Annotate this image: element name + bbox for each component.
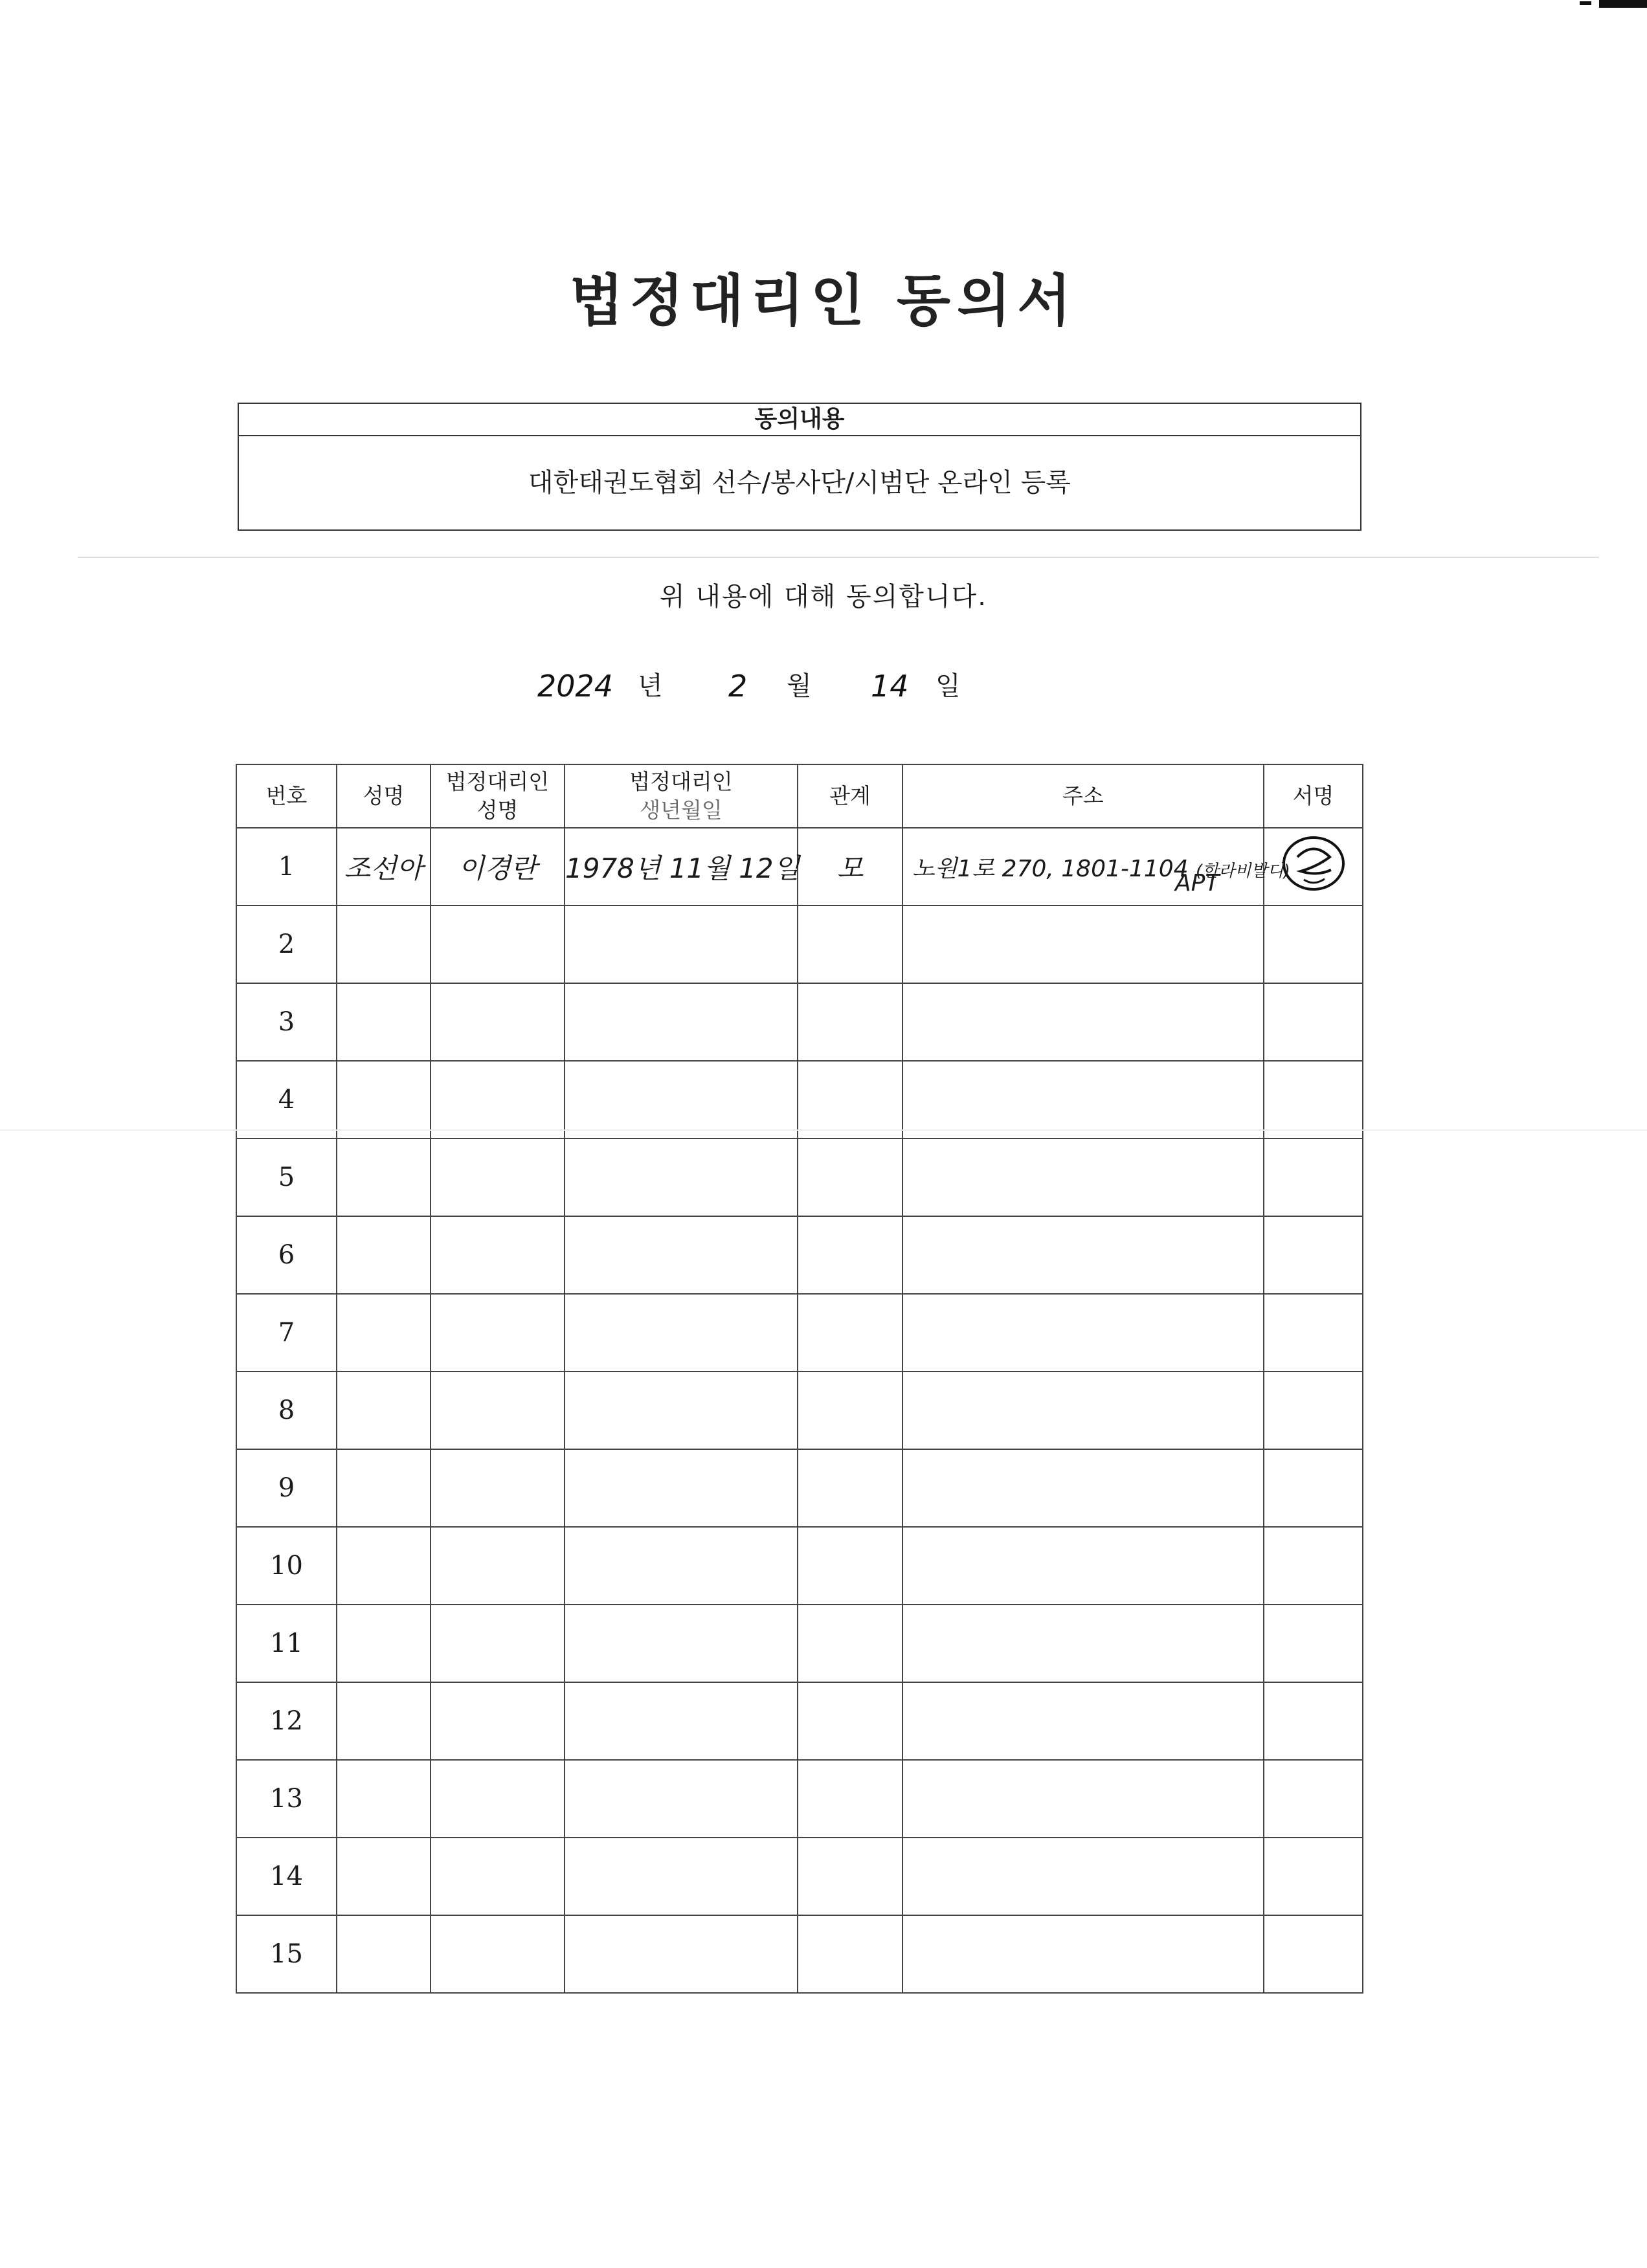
scan-corner-mark bbox=[1599, 0, 1647, 8]
table-row bbox=[236, 1760, 1363, 1838]
header-guardian-name-line1: 법정대리인 bbox=[445, 769, 550, 794]
header-guardian-name bbox=[431, 764, 565, 828]
row-no: 4 bbox=[236, 1061, 337, 1139]
table-row bbox=[236, 828, 1363, 906]
scan-faint-line bbox=[0, 1129, 1647, 1131]
header-relation: 관계 bbox=[798, 764, 902, 828]
date-line bbox=[0, 660, 1647, 712]
table-row bbox=[236, 1061, 1363, 1139]
header-no: 번호 bbox=[236, 764, 337, 828]
consent-header: 동의내용 bbox=[239, 404, 1360, 436]
date-month-unit: 월 bbox=[787, 671, 812, 701]
row-no: 7 bbox=[236, 1294, 337, 1372]
date-year-unit: 년 bbox=[638, 671, 663, 701]
guardian-table bbox=[236, 764, 1363, 1994]
table-row bbox=[236, 1294, 1363, 1372]
row-guardian-name: 이경란 bbox=[431, 828, 565, 906]
table-header-row bbox=[236, 764, 1363, 828]
row-no: 15 bbox=[236, 1915, 337, 1993]
row-address-main: 노원1로 270, 1801-1104 bbox=[912, 855, 1189, 882]
row-address bbox=[902, 828, 1290, 906]
header-name: 성명 bbox=[337, 764, 431, 828]
scan-faint-line bbox=[78, 557, 1599, 558]
date-day: 14 bbox=[871, 669, 909, 704]
date-year: 2024 bbox=[537, 669, 614, 704]
row-no: 11 bbox=[236, 1605, 337, 1682]
row-address-note: (한라비발디) bbox=[1195, 861, 1290, 881]
row-name: 조선아 bbox=[337, 828, 431, 906]
header-address: 주소 bbox=[902, 764, 1264, 828]
table-row bbox=[236, 1527, 1363, 1605]
row-no: 12 bbox=[236, 1682, 337, 1760]
row-no: 6 bbox=[236, 1216, 337, 1294]
table-row bbox=[236, 983, 1363, 1061]
row-no: 1 bbox=[236, 828, 337, 906]
table-row bbox=[236, 1682, 1363, 1760]
header-signature: 서명 bbox=[1264, 764, 1363, 828]
row-no: 9 bbox=[236, 1449, 337, 1527]
agree-statement: 위 내용에 대해 동의합니다. bbox=[660, 582, 987, 612]
row-relation: 모 bbox=[798, 828, 902, 906]
row-no: 10 bbox=[236, 1527, 337, 1605]
table-row bbox=[236, 1372, 1363, 1449]
table-row bbox=[236, 906, 1363, 983]
table-row bbox=[236, 1139, 1363, 1216]
consent-box bbox=[238, 403, 1361, 531]
row-no: 8 bbox=[236, 1372, 337, 1449]
date-month: 2 bbox=[728, 669, 748, 704]
row-no: 14 bbox=[236, 1838, 337, 1915]
table-row bbox=[236, 1216, 1363, 1294]
row-guardian-birth: 1978년 11월 12일 bbox=[565, 828, 798, 906]
consent-text: 대한태권도협회 선수/봉사단/시범단 온라인 등록 bbox=[528, 468, 1071, 498]
header-guardian-birth-line2: 생년월일 bbox=[640, 797, 723, 823]
date-day-unit: 일 bbox=[936, 671, 961, 701]
row-no: 13 bbox=[236, 1760, 337, 1838]
document-title: 법정대리인 동의서 bbox=[569, 268, 1078, 333]
header-guardian-birth bbox=[565, 764, 798, 828]
table-row bbox=[236, 1449, 1363, 1527]
row-address-apt: APT bbox=[1175, 870, 1220, 896]
table-row bbox=[236, 1838, 1363, 1915]
table-row bbox=[236, 1605, 1363, 1682]
table-row bbox=[236, 1915, 1363, 1993]
row-no: 2 bbox=[236, 906, 337, 983]
scan-corner-dash bbox=[1580, 1, 1591, 5]
header-guardian-name-line2: 성명 bbox=[476, 797, 519, 823]
row-no: 5 bbox=[236, 1139, 337, 1216]
row-no: 3 bbox=[236, 983, 337, 1061]
header-guardian-birth-line1: 법정대리인 bbox=[629, 769, 733, 794]
